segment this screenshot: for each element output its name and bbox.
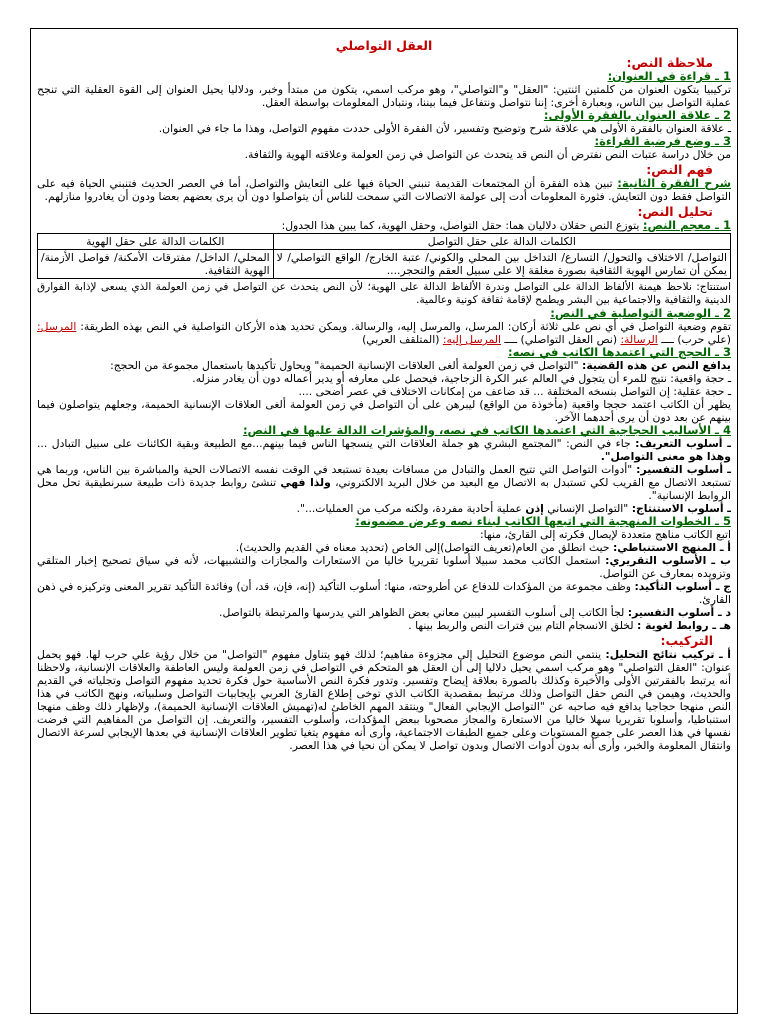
argument-logical: ـ حجة عقلية: إن التواصل بنسخه المختلفة ... قد ضاعف من إمكانات الاختلاف في عصر أضحى .... bbox=[298, 385, 731, 398]
subheading-title-relation: 2 ـ علاقة العنوان بالفقرة الأولى: bbox=[543, 108, 731, 122]
style-explanation-tail: تنشئ روابط جديدة ذات طبيعة سبرنطيقية تحل محل الروابط الإنسانية". bbox=[37, 476, 731, 502]
style-conclusion-bold: إذن bbox=[525, 502, 544, 515]
arguments-intro-bold: يدافع النص عن هذه القضية: bbox=[582, 359, 731, 372]
lexicon-intro: يتوزع النص حقلان دلاليان هما: حقل التواصل، وحقل الهوية، كما يبين هذا الجدول: bbox=[281, 219, 640, 232]
section-heading-synthesis: التركيب: bbox=[660, 633, 713, 648]
style-definition bbox=[37, 437, 731, 463]
step-deductive bbox=[37, 541, 731, 554]
step-linking-text: لخلق الانسجام التام بين فترات النص والربط بينها . bbox=[408, 619, 634, 632]
subheading-title-reading: 1 ـ قراءة في العنوان: bbox=[607, 69, 731, 83]
subheading-argumentative-styles: 4 ـ الأساليب الحجاجية التي اعتمدها الكاتب في نصه، والمؤشرات الدالة عليها في النص: bbox=[242, 423, 731, 437]
subheading-method-steps: 5 ـ الخطوات المنهجية التي اتبعها الكاتب لبناء نصه وعرض مضمونه: bbox=[355, 514, 731, 528]
paragraph-second-passage bbox=[37, 177, 731, 203]
subheading-second-passage: شرح الفقرة الثانية: bbox=[617, 176, 732, 190]
document-body bbox=[31, 29, 737, 752]
step-explanation bbox=[37, 606, 731, 619]
situation-message-label: الرسالة: bbox=[620, 333, 658, 346]
step-declarative-label: ب ـ الأسلوب التقريري: bbox=[605, 554, 731, 567]
lexicon-header-communication: الكلمات الدالة على حقل التواصل bbox=[273, 234, 730, 250]
lexicon-table-header-row bbox=[38, 234, 731, 250]
paragraph-hypothesis: من خلال دراسة عتبات النص نفترض أن النص قد يتحدث عن التواصل في زمن العولمة وعلاقته الهوية والثقافة. bbox=[244, 148, 731, 161]
subheading-communication-situation: 2 ـ الوضعية التواصلية في النص: bbox=[550, 306, 731, 320]
step-linking-label: هـ ـ روابط لغوية : bbox=[637, 619, 731, 632]
situation-message-value: (نص العقل التواصلي) bbox=[520, 333, 618, 346]
situation-receiver-label: المرسل إليه: bbox=[442, 333, 501, 346]
second-passage-text: تبين هذه الفقرة أن المجتمعات القديمة تنبني الحياة فيها على التعايش والتواصل، أما في العصر الحديث فتنبني الحياة فيه على التواصل فقط دون التعايش. فثورة المعلومات أدت إلى عولمة الاتصالات التي سمحت للناس أن يتواصلوا دون أن يرى بعضهم بعضا ودون أن يغادروا منازلهم. bbox=[37, 177, 731, 203]
situation-text: تقوم وضعية التواصل في أي نص على ثلاثة أركان: المرسل، والمرسل إليه، والرسالة. ويمكن تحديد هذه الأركان التواصلية في النص بهذه الطريقة: bbox=[80, 320, 731, 333]
style-explanation-text: "أدوات التواصل التي تتيح العمل والتبادل من مسافات بعيدة تستبعد في الوقت نفسه الاتصالات الحية والمباشرة بين الناس، وربما هي تستبعد الاتصال مع القريب لكي تستبدل به الاتصال مع البعيد من خلال البريد الالكتروني، bbox=[37, 463, 731, 489]
paragraph-communication-situation: تقوم وضعية التواصل في أي نص على ثلاثة أركان: المرسل، والمرسل إليه، والرسالة. ويمكن تحديد هذه الأركان التواصلية في النص بهذه الطريقة: المرسل: (علي حرب) ــــ الرسالة: (نص العقل التواصلي) ــــ المرسل إليه: (المتلقف العربي) bbox=[37, 320, 731, 346]
paragraph-title-reading bbox=[37, 70, 731, 83]
style-conclusion-tail: عملية أحادية مفردة، ولكنه مركب من العمليات...". bbox=[296, 502, 522, 515]
style-explanation bbox=[37, 463, 731, 502]
lexicon-table bbox=[37, 233, 731, 279]
style-conclusion-text: "التواصل الإنساني bbox=[547, 502, 629, 515]
steps-intro: اتبع الكاتب مناهج متعددة لإيصال فكرته إلى القارئ، منها: bbox=[480, 528, 731, 541]
lexicon-header-identity: الكلمات الدالة على حقل الهوية bbox=[38, 234, 274, 250]
situation-sender-label: المرسل: bbox=[37, 320, 77, 333]
document-page bbox=[30, 28, 738, 1014]
subheading-hypothesis: 3 ـ وضع فرضية القراءة: bbox=[594, 134, 731, 148]
step-explanation-label: د ـ أسلوب التفسير: bbox=[627, 606, 731, 619]
step-linking bbox=[37, 619, 731, 632]
paragraph-title-reading-text: تركيبيا يتكون العنوان من كلمتين اثنتين: "العقل" و"التواصلي"، وهو مركب اسمي، يتكون من مبتدأ وخبر، ودلاليا يحيل العنوان إلى القوة العقلية التي تنجح عملية التواصل بين الناس، وبعبارة أخرى: إننا نتواصل ونتفاعل فيما بيننا، ونتبادل المعلومات بواسطة العقل. bbox=[37, 83, 731, 109]
step-deductive-text: حيث انطلق من العام(تعريف التواصل)إلى الخاص (تحديد معناه في القديم والحديث). bbox=[235, 541, 610, 554]
lexicon-cell-identity: المحلي/ الداخل/ مفترقات الأمكنة/ فواصل الأزمنة/ الهوية الثقافية. bbox=[38, 250, 274, 279]
step-explanation-text: لجأ الكاتب إلى أسلوب التفسير ليبين معاني بعض الظواهر التي يدرسها والمرتبطة بالتواصل. bbox=[219, 606, 625, 619]
lexicon-table-row bbox=[38, 250, 731, 279]
lexicon-cell-communication: التواصل/ الاختلاف والتحول/ التسارع/ التداخل بين المحلي والكوني/ عتبة الخارج/ الواقع التواصلي/ لا يمكن أن تمارس الهوية الثقافية بصورة مغلقة إلا على سبيل العقم والتحجر.... bbox=[273, 250, 730, 279]
arguments-intro-text: "التواصل في زمن العولمة ألغى العلاقات الإنسانية الحميمة" ويحاول تأكيدها باستعمال مجموعة من الحجج: bbox=[110, 359, 579, 372]
paragraph-synthesis bbox=[37, 648, 731, 752]
step-declarative bbox=[37, 554, 731, 580]
arguments-note: يظهر أن الكاتب اعتمد حججا واقعية (مأخوذة من الواقع) ليبرهن على أن التواصل في زمن العولمة ألغى العلاقات الإنسانية الحميمة، وجعلهم يتواصلون فيما بينهم عن بعد دون أن يرى أحدهما الآخر. bbox=[37, 398, 731, 424]
section-heading-observation: ملاحظة النص: bbox=[626, 55, 713, 70]
section-heading-understanding: فهم النص: bbox=[646, 162, 713, 177]
step-deductive-label: أ ـ المنهج الاستنباطي: bbox=[612, 541, 731, 554]
style-conclusion-label: ـ أسلوب الاستنتاج: bbox=[631, 502, 731, 515]
section-heading-analysis: تحليل النص: bbox=[637, 204, 713, 219]
subheading-lexicon: 1 ـ معجم النص: bbox=[642, 218, 731, 232]
lexicon-conclusion: استنتاج: نلاحظ هيمنة الألفاظ الدالة على التواصل وندرة الألفاظ الدالة على الهوية؛ لأن النص يتحدث عن التواصل في زمن العولمة الذي يسعى لإذابة الفوارق الدينية والثقافية والاجتماعية بين البشر ويطمح لإقامة ثقافة كونية وعالمية. bbox=[37, 281, 731, 306]
paragraph-arguments-intro bbox=[37, 359, 731, 372]
style-explanation-label: ـ أسلوب التفسير: bbox=[636, 463, 731, 476]
document-title: العقل التواصلي bbox=[335, 38, 433, 53]
style-definition-text: جاء في النص: "المجتمع البشري هو جملة العلاقات التي ينسجها الناس فيما بينهم...مع الطبيعة وبقية الكائنات على سبيل التبادل ... bbox=[37, 437, 631, 450]
style-explanation-bold: ولذا فهي bbox=[280, 476, 331, 489]
step-emphasis bbox=[37, 580, 731, 606]
step-emphasis-label: ج ـ أسلوب التأكيد: bbox=[634, 580, 731, 593]
argument-factual: ـ حجة واقعية: نتيج للمرء أن يتجول في العالم عبر الكرة الزجاجية، فيحصل على معارفه أو يدير أعماله دون أن يغادر منزله. bbox=[192, 372, 731, 385]
synthesis-lead: أ ـ تركيب نتائج التحليل: bbox=[605, 648, 731, 661]
step-emphasis-text: وظف مجموعة من المؤكدات للدفاع عن أطروحته، منها: أسلوب التأكيد (إنه، فإن، قد، أن) وفائدة التأكيد تقرير المعنى وتركيزه في ذهن القارئ. bbox=[37, 580, 731, 606]
situation-receiver-value: (المتلقف العربي) bbox=[362, 333, 440, 346]
synthesis-text: ينتمي النص موضوع التحليل إلى مجزوءة مفاهيم؛ لذلك فهو يتناول مفهوم "التواصل" من خلال رؤية علي حرب لها. فهو يحمل عنوان: "العقل التواصلي" وهو مركب اسمي يحيل دلاليا إلى أن العقل هو المتحكم في التواصل في زمن العولمة وليس العاطفة والعلاقات الإنسانية، ولاحظنا أنه يرتبط بالفقرتين الأولى والأخيرة وكذلك بالصورة بعلاقة إيضاح وتفسير. وتدور فكرة النص الأساسية حول فكرة تحديد مفهوم التواصل وتجلياته في القديم والحديث، وهيمن في النص حقل التواصل وذلك مرتبط بمقصدية الكاتب الذي توخى إطلاع القارئ العربي بإيجابيات التواصل وسلبياته، ونهج الكاتب في هذا النص منهجا حجاجيا يدافع فيه صاحبه عن "التواصل الإيجابي الفعال" وينتقد المهم الخاطئ له(تهميش العلاقات الإنسانية الحميمة)، ولإظهار ذلك وظف منهجا استنباطيا، وأسلوبا تقريريا سهلا خاليا من الاستعارة والمجاز مصحوبا ببعض المؤكدات، وأسلوب التفسير، والتعريف. إن التواصل من المفاهيم التي فرضت نفسها في هذا العصر على جميع المستويات وعلى جميع الطبقات الاجتماعية، وأرى أنه مفهوم يتغيا تطوير العلاقات الإنسانية في بعدها الإيجابي لسرعة الاتصال وانتقال المعلومة والخبر، وأرى أنه بدون أدوات الاتصال وبدون تواصل لا يمكن أن نحيا في هذا العصر. bbox=[37, 648, 731, 752]
style-definition-label: ـ أسلوب التعريف: bbox=[635, 437, 732, 450]
style-definition-tail: وهذا هو معنى التواصل". bbox=[600, 450, 731, 463]
situation-sender-value: (علي حرب) bbox=[677, 333, 731, 346]
paragraph-title-relation: ـ علاقة العنوان بالفقرة الأولى هي علاقة شرح وتوضيح وتفسير، لأن الفقرة الأولى حددت مفهوم التواصل، وهذا ما جاء في العنوان. bbox=[158, 122, 731, 135]
subheading-arguments: 3 ـ الحجج التي اعتمدها الكاتب في نصه: bbox=[508, 345, 731, 359]
step-declarative-text: استعمل الكاتب محمد سبيلا أسلوبا تقريريا خاليا من الاستعارات والمجازات والتشبيهات، لأنه في سياق تصحيح إخبار المتلقي وتزويده بمعارف عن التواصل. bbox=[37, 554, 731, 580]
